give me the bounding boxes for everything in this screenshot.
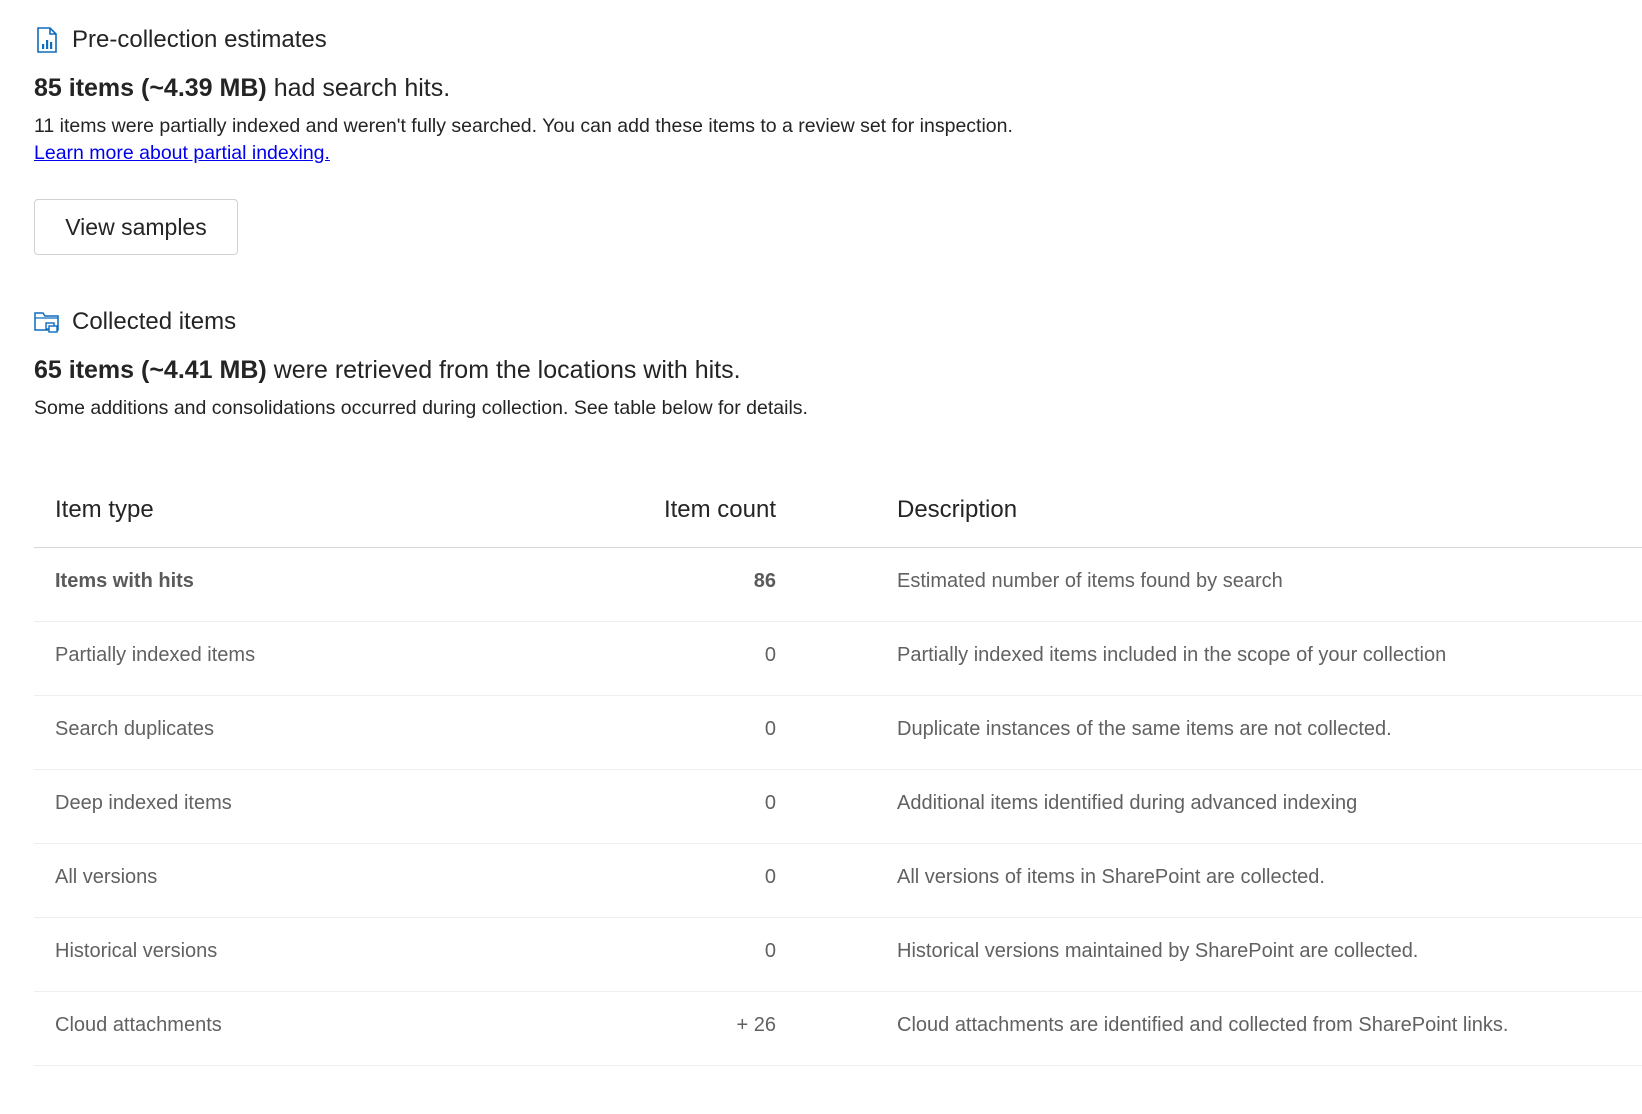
- table-row[interactable]: [34, 548, 1642, 622]
- cell-description: All versions of items in SharePoint are collected.: [897, 866, 1325, 888]
- table-row[interactable]: [34, 992, 1642, 1066]
- cell-description: Additional items identified during advanced indexing: [897, 792, 1358, 814]
- collected-summary-count: 65 items (~4.41 MB): [34, 356, 267, 384]
- table-row[interactable]: [34, 622, 1642, 696]
- precollection-summary: [34, 74, 450, 103]
- cell-item-count: 0: [764, 792, 776, 814]
- cell-item-count: 0: [764, 718, 776, 740]
- cell-item-type: Historical versions: [55, 940, 218, 962]
- collected-header: [34, 308, 236, 336]
- table-header-row: [34, 476, 1642, 548]
- collected-summary: [34, 356, 741, 385]
- collected-title: Collected items: [72, 308, 237, 335]
- cell-item-count: + 26: [736, 1014, 776, 1036]
- cell-description: Historical versions maintained by SharePoint are collected.: [897, 940, 1419, 962]
- cell-item-type: All versions: [55, 866, 158, 888]
- cell-description: Estimated number of items found by search: [897, 570, 1283, 592]
- collected-summary-text: were retrieved from the locations with hits.: [266, 356, 741, 384]
- column-header-item-type[interactable]: Item type: [55, 496, 154, 523]
- table-row[interactable]: [34, 918, 1642, 992]
- cell-description: Duplicate instances of the same items are not collected.: [897, 718, 1392, 740]
- cell-item-type: Cloud attachments: [55, 1014, 222, 1036]
- collection-details-note: Some additions and consolidations occurred during collection. See table below for details.: [34, 397, 808, 419]
- table-row[interactable]: [34, 770, 1642, 844]
- report-chart-icon: [34, 27, 60, 53]
- precollection-summary-count: 85 items (~4.39 MB): [34, 74, 267, 102]
- precollection-title: Pre-collection estimates: [72, 26, 327, 53]
- cell-item-type: Items with hits: [55, 570, 194, 592]
- folder-collection-icon: [34, 309, 60, 335]
- partial-index-note: 11 items were partially indexed and weren't fully searched. You can add these items to a review set for inspection.: [34, 115, 1013, 137]
- precollection-header: [34, 26, 327, 54]
- cell-item-type: Search duplicates: [55, 718, 214, 740]
- cell-item-count: 0: [764, 644, 776, 666]
- column-header-description[interactable]: Description: [897, 496, 1018, 523]
- cell-item-type: Deep indexed items: [55, 792, 232, 814]
- view-samples-button[interactable]: View samples: [34, 199, 238, 255]
- collection-details-table: [34, 476, 1642, 1066]
- partial-indexing-link[interactable]: Learn more about partial indexing.: [34, 142, 330, 164]
- precollection-summary-text: had search hits.: [266, 74, 451, 102]
- cell-item-count: 0: [764, 940, 776, 962]
- cell-description: Cloud attachments are identified and collected from SharePoint links.: [897, 1014, 1509, 1036]
- table-row[interactable]: [34, 696, 1642, 770]
- cell-description: Partially indexed items included in the scope of your collection: [897, 644, 1447, 666]
- column-header-item-count[interactable]: Item count: [663, 496, 776, 523]
- table-row[interactable]: [34, 844, 1642, 918]
- cell-item-count: 0: [764, 866, 776, 888]
- cell-item-count: 86: [753, 570, 776, 592]
- cell-item-type: Partially indexed items: [55, 644, 256, 666]
